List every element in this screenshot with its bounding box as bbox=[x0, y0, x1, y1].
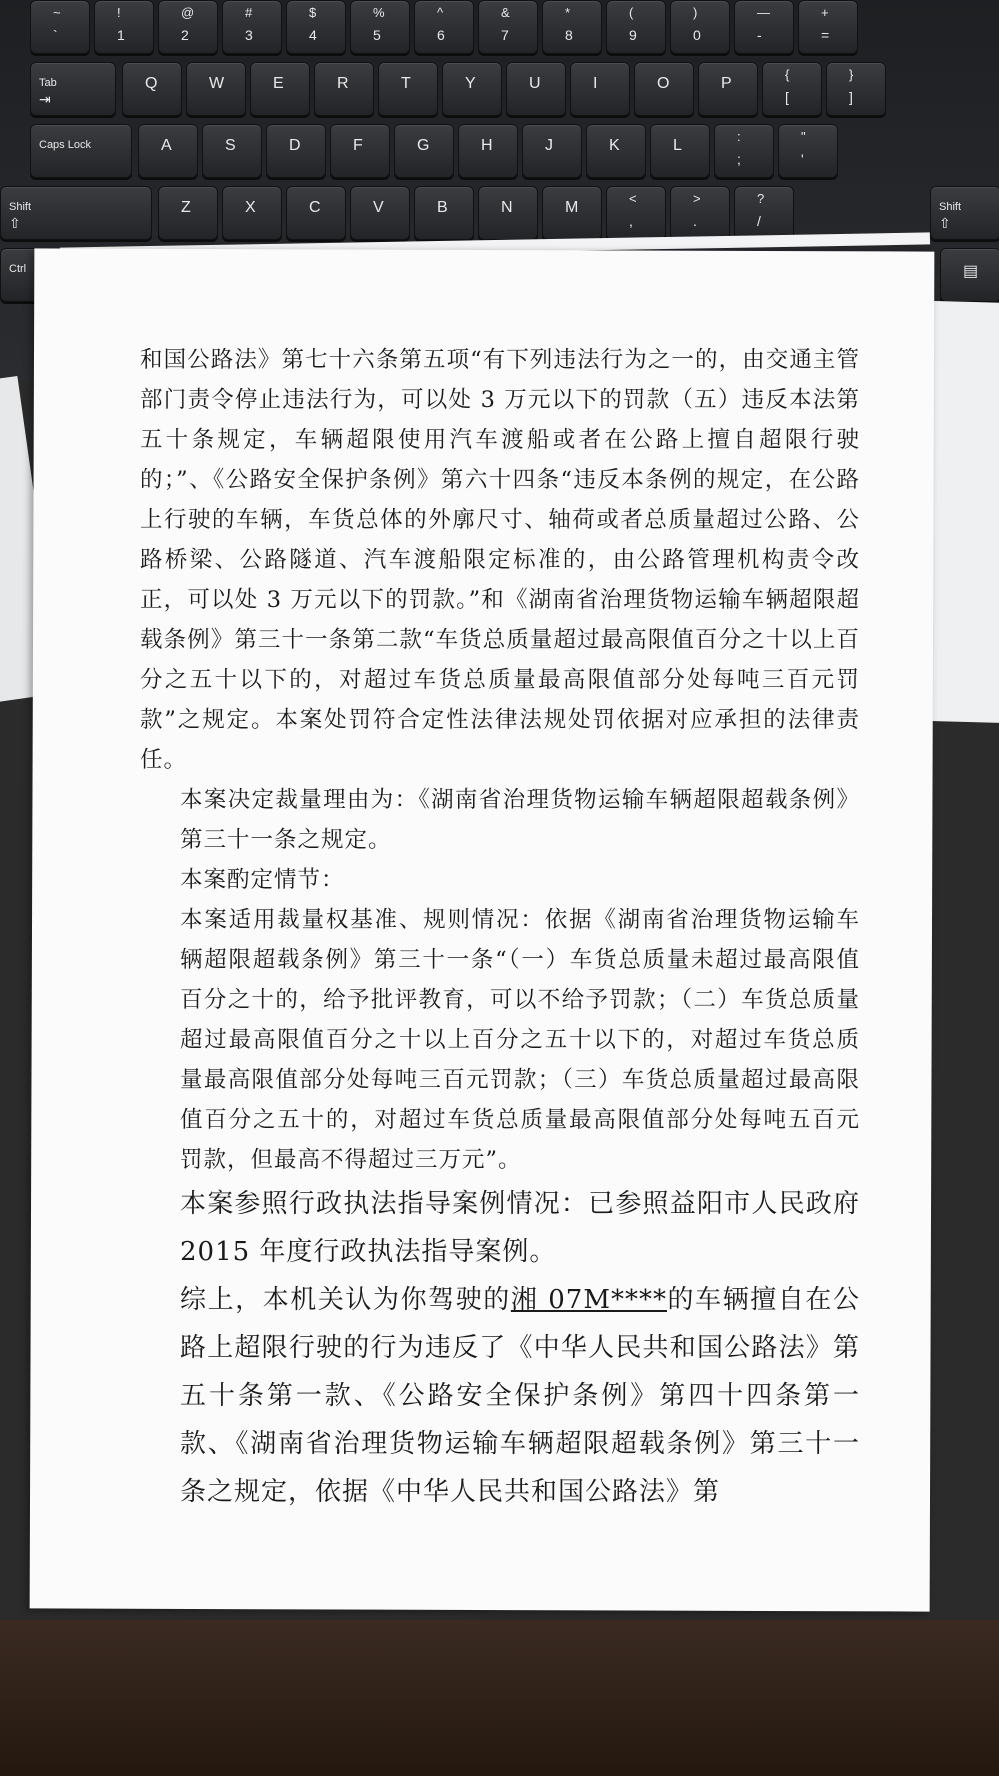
key-left-bracket: { [ bbox=[762, 62, 822, 116]
key-y: Y bbox=[442, 62, 502, 116]
key-4: $ 4 bbox=[286, 0, 346, 54]
key-slash: ? / bbox=[734, 186, 794, 240]
key-u: U bbox=[506, 62, 566, 116]
paragraph-guiding-case: 本案参照行政执法指导案例情况：已参照益阳市人民政府 2015 年度行政执法指导案例。 bbox=[180, 1189, 860, 1267]
key-o: O bbox=[634, 62, 694, 116]
key-i: I bbox=[570, 62, 630, 116]
key-3: # 3 bbox=[222, 0, 282, 54]
key-right-bracket: } ] bbox=[826, 62, 886, 116]
key-7: & 7 bbox=[478, 0, 538, 54]
key-d: D bbox=[266, 124, 326, 178]
key-v: V bbox=[350, 186, 410, 240]
key-0: ) 0 bbox=[670, 0, 730, 54]
key-k: K bbox=[586, 124, 646, 178]
key-z: Z bbox=[158, 186, 218, 240]
conclusion-text-end: 的车辆擅自在公路上超限行驶的行为违反了《中华人民共和国公路法》第五十条第一款、《公路安全保护条例》第四十四条第一款、《湖南省治理货物运输车辆超限超载条例》第三十一条之规定，依据《中华人民共和国公路法》第 bbox=[180, 1285, 860, 1507]
key-r: R bbox=[314, 62, 374, 116]
conclusion-text-start: 综上，本机关认为你驾驶的 bbox=[180, 1285, 511, 1315]
key-x: X bbox=[222, 186, 282, 240]
key-menu: ▤ bbox=[940, 248, 999, 302]
key-t: T bbox=[378, 62, 438, 116]
document-body bbox=[140, 340, 860, 1516]
key-right-shift: Shift ⇧ bbox=[930, 186, 999, 240]
key-b: B bbox=[414, 186, 474, 240]
key-quote: " ' bbox=[778, 124, 838, 178]
key-6: ^ 6 bbox=[414, 0, 474, 54]
key-8: * 8 bbox=[542, 0, 602, 54]
key-n: N bbox=[478, 186, 538, 240]
key-semicolon: : ; bbox=[714, 124, 774, 178]
paragraph-circumstances: 本案酌定情节： bbox=[180, 867, 345, 893]
key-1: ! 1 bbox=[94, 0, 154, 54]
key-w: W bbox=[186, 62, 246, 116]
key-equals: + = bbox=[798, 0, 858, 54]
key-c: C bbox=[286, 186, 346, 240]
key-p: P bbox=[698, 62, 758, 116]
key-2: @ 2 bbox=[158, 0, 218, 54]
paragraph-discretion-reason: 本案决定裁量理由为：《湖南省治理货物运输车辆超限超载条例》第三十一条之规定。 bbox=[180, 787, 860, 853]
paragraph-discretion-standard: 本案适用裁量权基准、规则情况：依据《湖南省治理货物运输车辆超限超载条例》第三十一条“（一）车货总质量未超过最高限值百分之十的，给予批评教育，可以不给予罚款；（二）车货总质量超过最高限值百分之十以上百分之五十以下的，对超过车货总质量最高限值部分处每吨三百元罚款；（三）车货总质量超过最高限值百分之五十的，对超过车货总质量最高限值部分处每吨五百元罚款，但最高不得超过三万元”。 bbox=[180, 907, 860, 1173]
key-f: F bbox=[330, 124, 390, 178]
key-backtick: ~ ` bbox=[30, 0, 90, 54]
key-5: % 5 bbox=[350, 0, 410, 54]
key-q: Q bbox=[122, 62, 182, 116]
key-g: G bbox=[394, 124, 454, 178]
key-tab: Tab ⇥ bbox=[30, 62, 116, 116]
key-l: L bbox=[650, 124, 710, 178]
key-left-shift: Shift ⇧ bbox=[0, 186, 152, 240]
key-j: J bbox=[522, 124, 582, 178]
key-comma: < , bbox=[606, 186, 666, 240]
key-period: > . bbox=[670, 186, 730, 240]
key-s: S bbox=[202, 124, 262, 178]
key-h: H bbox=[458, 124, 518, 178]
key-caps-lock: Caps Lock bbox=[30, 124, 132, 178]
desk-surface bbox=[0, 1620, 999, 1776]
key-9: ( 9 bbox=[606, 0, 666, 54]
key-minus: — - bbox=[734, 0, 794, 54]
key-a: A bbox=[138, 124, 198, 178]
key-e: E bbox=[250, 62, 310, 116]
key-m: M bbox=[542, 186, 602, 240]
paragraph-conclusion bbox=[140, 1276, 860, 1516]
key-ctrl: Ctrl bbox=[0, 248, 72, 302]
license-plate: 湘 07M**** bbox=[510, 1285, 667, 1315]
paragraph-legal-basis: 和国公路法》第七十六条第五项“有下列违法行为之一的，由交通主管部门责令停止违法行为，可以处 3 万元以下的罚款（五）违反本法第五十条规定，车辆超限使用汽车渡船或者在公路上擅自超限行驶的；”、《公路安全保护条例》第六十四条“违反本条例的规定，在公路上行驶的车辆，车货总体的外廓尺寸、轴荷或者总质量超过公路、公路桥梁、公路隧道、汽车渡船限定标准的，由公路管理机构责令改正，可以处 3 万元以下的罚款。”和《湖南省治理货物运输车辆超限超载条例》第三十一条第二款“车货总质量超过最高限值百分之十以上百分之五十以下的，对超过车货总质量最高限值部分处每吨三百元罚款”之规定。本案处罚符合定性法律法规处罚依据对应承担的法律责任。 bbox=[140, 347, 860, 773]
